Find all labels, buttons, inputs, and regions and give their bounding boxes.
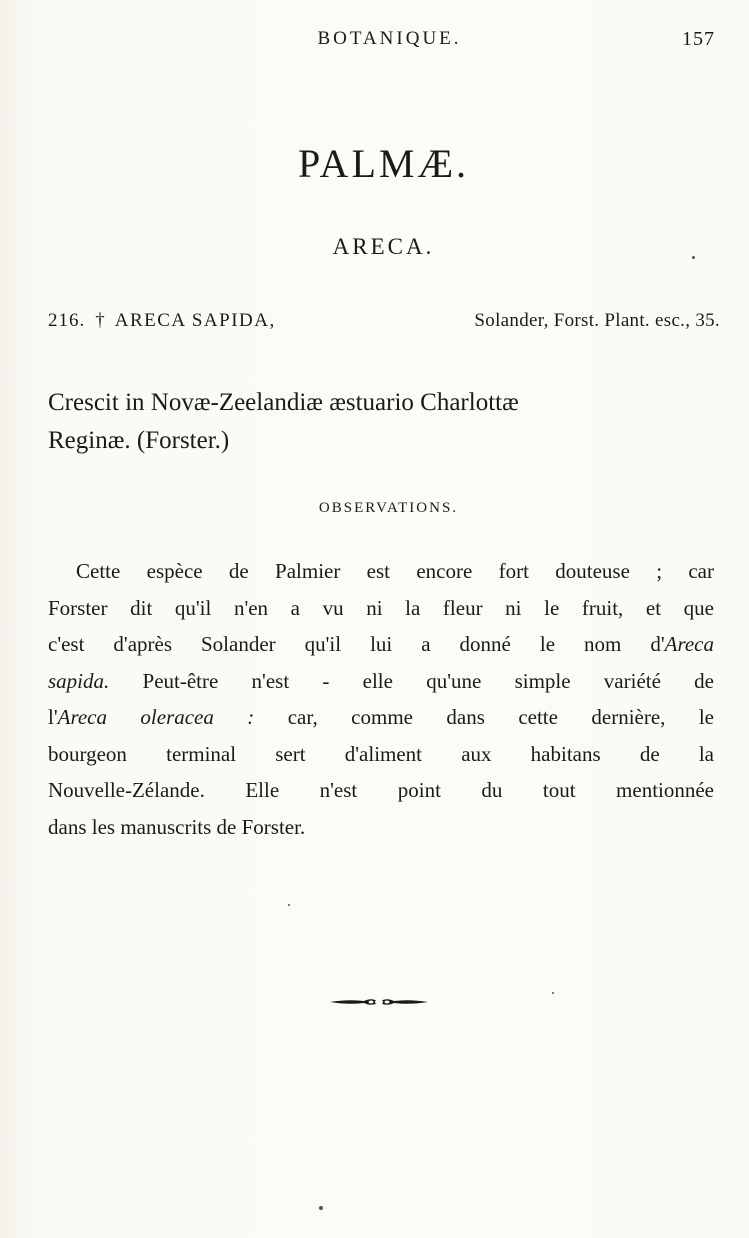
obs-line: [48, 772, 714, 809]
obs-line-6: bourgeon terminal sert d'aliment aux habitans de la: [48, 741, 714, 766]
latin-line: [48, 384, 720, 422]
obs-line-8: dans les manuscrits de Forster.: [48, 814, 306, 839]
latin-line-1-text: Crescit in Novæ-Zeelandiæ æstuario Charlottæ: [48, 389, 519, 416]
species-entry: [48, 310, 720, 332]
paper-speck: [692, 256, 695, 259]
obs-line-3: [48, 626, 714, 663]
latin-line: Reginæ. (Forster.): [48, 427, 230, 454]
running-head: [0, 28, 749, 58]
obs-line: [48, 626, 714, 663]
obs-line: [48, 590, 714, 627]
obs-line-1: Cette espèce de Palmier est encore fort douteuse ; car: [76, 559, 714, 583]
obs-line-7: Nouvelle-Zélande. Elle n'est point du tout mentionnée: [48, 778, 714, 802]
obs-line-5-italic: Areca oleracea :: [57, 705, 255, 729]
obs-line: [48, 553, 714, 590]
dagger-mark: †: [95, 310, 105, 331]
species-label: [48, 310, 276, 332]
obs-line-3-text: c'est d'après Solander qu'il lui a donné le nom d': [48, 632, 665, 656]
obs-line-5-text: car, comme dans cette dernière, le: [287, 705, 714, 729]
obs-line-5: [48, 699, 714, 736]
species-reference: Solander, Forst. Plant. esc., 35.: [474, 310, 720, 331]
observations-heading: OBSERVATIONS.: [318, 500, 459, 516]
species-name: ARECA SAPIDA,: [114, 310, 276, 331]
obs-line: [48, 809, 714, 846]
paper-speck: [552, 992, 554, 994]
running-title: BOTANIQUE.: [317, 28, 462, 49]
paper-speck: [288, 904, 290, 906]
latin-description: [48, 384, 720, 460]
end-ornament-icon: [328, 994, 430, 1010]
genus-title: ARECA.: [332, 234, 435, 259]
obs-line-4-text: Peut-être n'est - elle qu'une simple variété de: [142, 668, 714, 693]
obs-line-2: Forster dit qu'il n'en a vu ni la fleur ni le fruit, et que: [48, 595, 714, 620]
paper-speck: [319, 1206, 323, 1210]
obs-line: [48, 663, 714, 700]
obs-line-5-prefix: l': [48, 705, 58, 729]
observations-paragraph: [48, 553, 714, 845]
obs-line: [48, 736, 714, 773]
obs-line-4-italic: sapida.: [48, 668, 110, 693]
obs-line-4: [48, 663, 714, 700]
obs-line: [48, 699, 714, 736]
species-number: 216.: [48, 310, 86, 331]
obs-line-3-italic: Areca: [664, 632, 714, 656]
family-title: PALMÆ.: [297, 141, 470, 186]
page-number: 157: [682, 28, 715, 50]
